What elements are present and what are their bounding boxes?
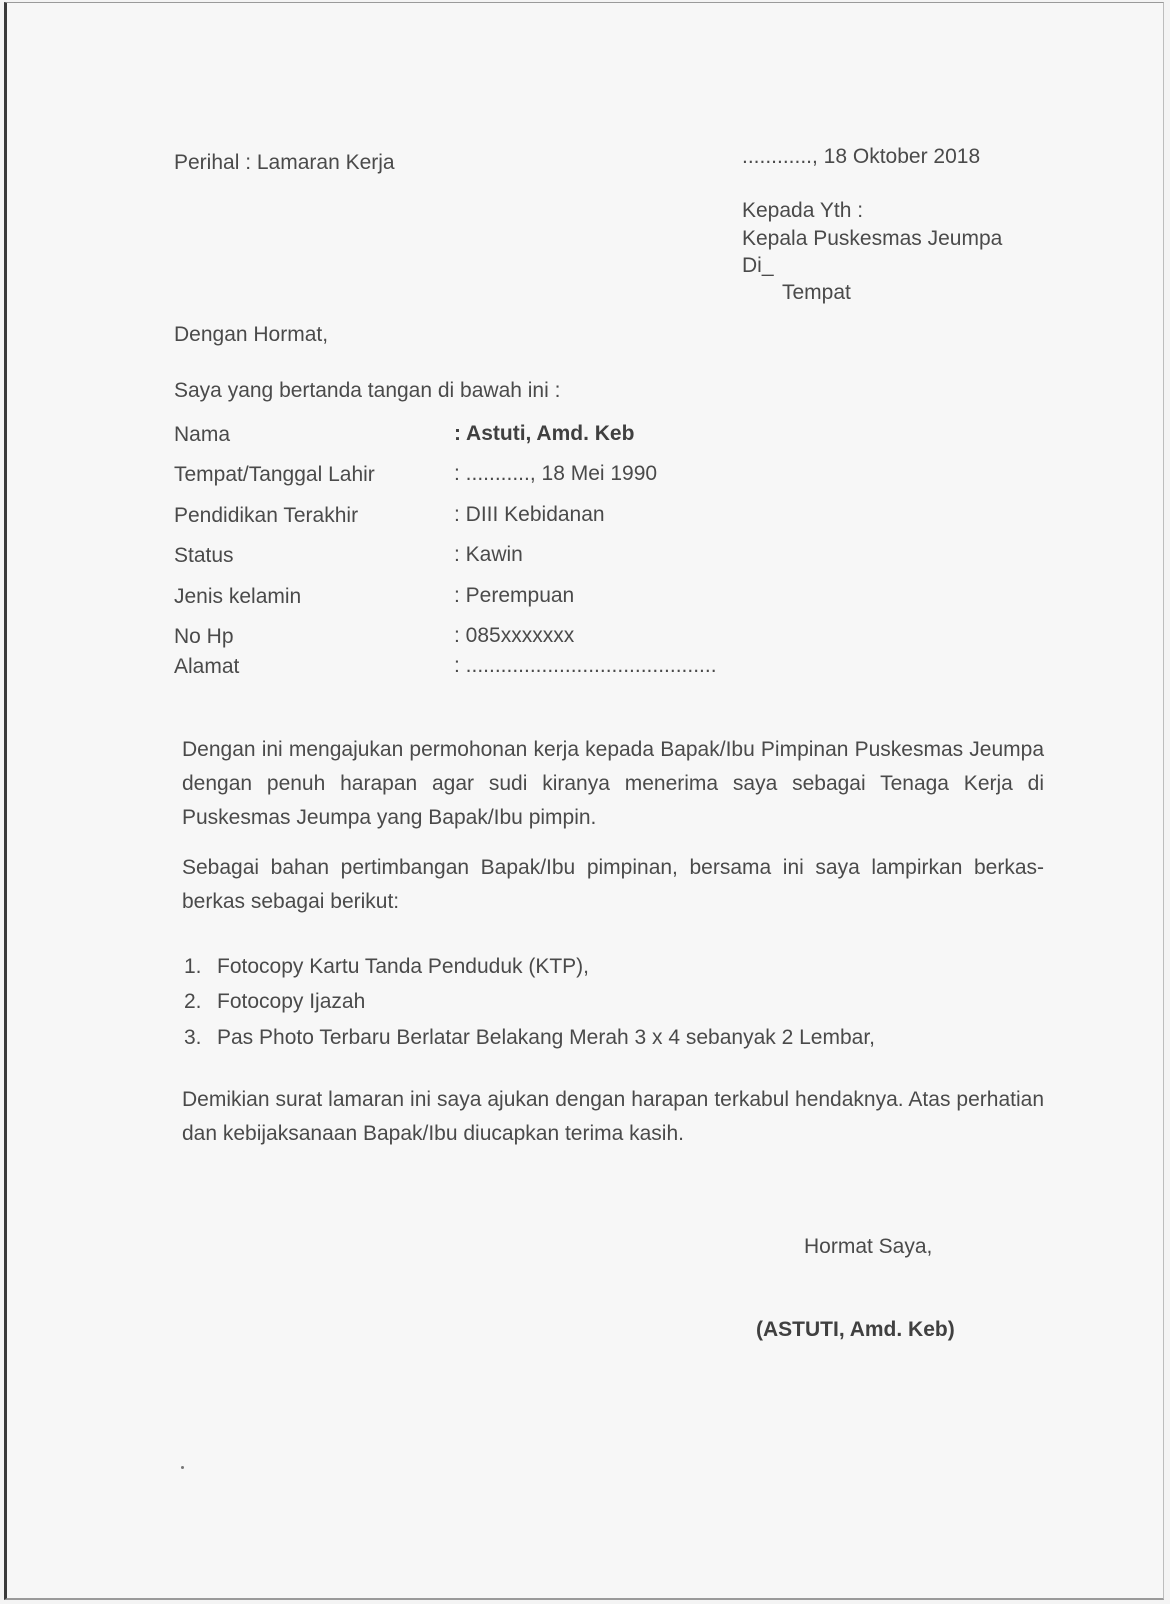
attachment-item: Pas Photo Terbaru Berlatar Belakang Merah 3 x 4 sebanyak 2 Lembar, <box>217 1026 876 1049</box>
subject-line: Perihal : Lamaran Kerja <box>174 151 395 174</box>
field-value-status: : Kawin <box>454 543 523 566</box>
attachment-number: 1. <box>184 955 202 978</box>
field-label-pendidikan: Pendidikan Terakhir <box>174 504 359 527</box>
attachment-number: 2. <box>184 990 202 1013</box>
field-value-gender: : Perempuan <box>454 584 575 607</box>
field-value-pendidikan: : DIII Kebidanan <box>454 503 605 526</box>
field-label-status: Status <box>174 544 234 567</box>
letter-date: ............, 18 Oktober 2018 <box>742 145 981 168</box>
attachment-number: 3. <box>184 1026 202 1049</box>
recipient-line-4: Tempat <box>782 281 851 304</box>
paragraph-attachments-intro: Sebagai bahan pertimbangan Bapak/Ibu pimpinan, bersama ini saya lampirkan berkas-berkas sebagai berikut: <box>182 856 1044 913</box>
attachment-item: Fotocopy Kartu Tanda Penduduk (KTP), <box>217 955 589 978</box>
scan-speck <box>181 1466 184 1469</box>
recipient-line-2: Kepala Puskesmas Jeumpa <box>742 227 1003 250</box>
field-value-phone: : 085xxxxxxx <box>454 624 575 647</box>
paragraph-closing: Demikian surat lamaran ini saya ajukan dengan harapan terkabul hendaknya. Atas perhatian dan kebijaksanaan Bapak/Ibu diucapkan terima kasih. <box>182 1088 1044 1145</box>
signature-name: (ASTUTI, Amd. Keb) <box>756 1318 955 1341</box>
field-value-nama: : Astuti, Amd. Keb <box>454 422 635 445</box>
salutation: Dengan Hormat, <box>174 323 329 346</box>
field-label-alamat: Alamat <box>174 655 240 678</box>
field-label-ttl: Tempat/Tanggal Lahir <box>174 463 375 486</box>
recipient-line-1: Kepada Yth : <box>742 199 864 222</box>
field-value-alamat: : ........................................... <box>454 654 717 677</box>
field-label-gender: Jenis kelamin <box>174 585 302 608</box>
attachment-item: Fotocopy Ijazah <box>217 990 366 1013</box>
paragraph-application: Dengan ini mengajukan permohonan kerja kepada Bapak/Ibu Pimpinan Puskesmas Jeumpa dengan penuh harapan agar sudi kiranya menerima saya sebagai Tenaga Kerja di Puskesmas Jeumpa yang Bapak/Ibu pimpin. <box>182 738 1044 829</box>
field-value-ttl: : ..........., 18 Mei 1990 <box>454 462 658 485</box>
letter-page <box>4 2 1164 1600</box>
intro-line: Saya yang bertanda tangan di bawah ini : <box>174 379 561 402</box>
field-label-phone: No Hp <box>174 625 234 648</box>
signature-greeting: Hormat Saya, <box>804 1235 933 1258</box>
field-label-nama: Nama <box>174 423 231 446</box>
recipient-line-3: Di_ <box>742 254 774 277</box>
